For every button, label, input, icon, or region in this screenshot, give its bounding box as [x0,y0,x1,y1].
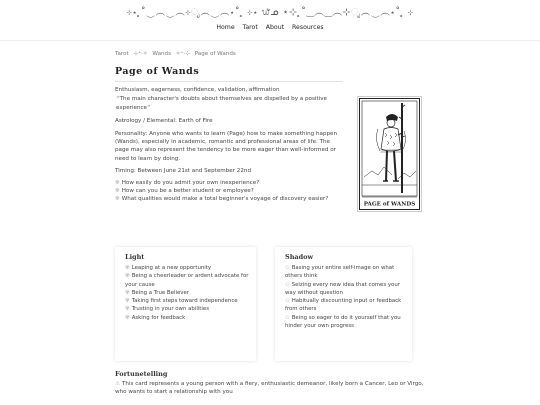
card-quote [115,95,344,112]
breadcrumb [115,51,427,57]
flower-icon: ✾ [125,289,130,296]
breadcrumb-current: Page of Wands [194,51,236,57]
shadow-item-text: Basing your entire self-image on what others think [285,265,395,280]
question-text: How can you be a better student or employee? [121,188,254,195]
shadow-item-text: Being so eager to do it yourself that you hinder your own progress [285,314,401,330]
list-item [115,195,343,203]
list-item [120,264,251,272]
nav-item-about[interactable]: About [265,24,285,31]
question-text: What qualities would make a total beginner's voyage of discovery easier? [121,196,329,203]
list-item [280,297,407,314]
light-item-text: Asking for feedback [131,314,186,321]
light-shadow-section [115,247,402,361]
fortunetelling-body: This card represents a young person with a fiery, enthusiastic demeanor, likely born a Cancer, Leo or Virgo, who wants to start a relationship with you [115,381,424,396]
breadcrumb-wands[interactable]: Wands [152,51,172,57]
main-nav [0,24,540,31]
question-text: How easily do you admit your own inexperience? [121,179,260,186]
fortunetelling-text [115,380,435,397]
flower-icon: ✾ [125,273,130,280]
site-header [0,0,540,41]
light-box [115,247,256,361]
quote-text: The main character's doubts about themselves are dispelled by a positive experience [116,96,327,111]
light-item-text: Being a True Believer [131,289,189,296]
fortunetelling-section [115,370,435,397]
list-item [115,187,343,195]
list-item [120,305,251,313]
star-icon: ✩ [285,265,290,271]
star-icon: ✩ [285,298,290,305]
light-item-text: Taking first steps toward independence [131,298,238,305]
list-item [115,179,343,187]
list-item [280,281,407,298]
reflection-questions [115,179,343,204]
light-item-text: Trusting in your own abilities [131,306,210,313]
flower-icon: ✾ [115,196,120,203]
list-item [120,272,251,289]
list-item [120,314,251,322]
nav-item-home[interactable]: Home [216,24,235,31]
page-title: Page of Wands [115,66,343,82]
quote-open-mark: “ [116,95,120,104]
page-of-wands-illustration [358,97,421,211]
star-icon: ✩ [285,314,290,321]
quote-close-mark: ” [147,103,151,112]
flower-icon: ✾ [115,179,120,186]
flower-icon: ✾ [125,298,130,305]
shadow-item-text: Seizing every new idea that comes your way without question [285,281,400,296]
list-item [120,297,251,305]
shadow-box [275,247,412,361]
flower-icon: ✾ [115,188,120,195]
list-item [120,289,251,297]
light-item-text: Leaping at a new opportunity [131,265,212,271]
personality: Personality: Anyone who wants to learn (Page) how to make something happen (Wands), especially in academic, romantic and professional areas of life. The page may also represent the tendency to be more eager than well-informed or need to learn by doing. [115,130,338,162]
card-caption: PAGE of WANDS [363,201,416,208]
breadcrumb-separator: ⊹⁺·✧ [133,51,148,57]
tarot-card-image [357,96,422,212]
breadcrumb-tarot[interactable]: Tarot [115,51,129,57]
light-heading: Light [125,253,145,261]
list-item [280,264,407,281]
flower-icon: ✾ [125,314,130,321]
timing: Timing: Between June 21st and September 22nd [115,168,251,175]
site-logo[interactable]: ⊹⋆ ̥˚‿︵‿︵⊹ೃ︵‿︵⋆˚ ̥ ⊹⋆ ᭙ᓄ ⋆⊹ ̥˚‿︵‿︵⊹ೃ︵‿︵⋆˚ ̥ ⊹ [126,7,414,18]
fortunetelling-heading: Fortunetelling [115,370,168,378]
nav-item-tarot[interactable]: Tarot [242,24,258,31]
shadow-heading: Shadow [285,253,314,261]
light-item-text: Being a cheerleader or ardent advocate for your cause [125,273,249,288]
star-icon: ✩ [285,281,290,288]
keywords: Enthusiasm, eagerness, confidence, validation, affirmation [115,87,280,93]
warning-icon: ⚠ [115,381,121,387]
list-item [280,314,407,331]
breadcrumb-separator: ✧⁺·⊹ [175,51,190,57]
flower-icon: ✾ [125,306,130,313]
shadow-item-text: Habitually discounting input or feedback from others [285,298,402,313]
astrology: Astrology / Elemental: Earth of Fire [115,118,213,125]
nav-item-resources[interactable]: Resources [292,24,324,31]
flower-icon: ✾ [125,265,130,271]
